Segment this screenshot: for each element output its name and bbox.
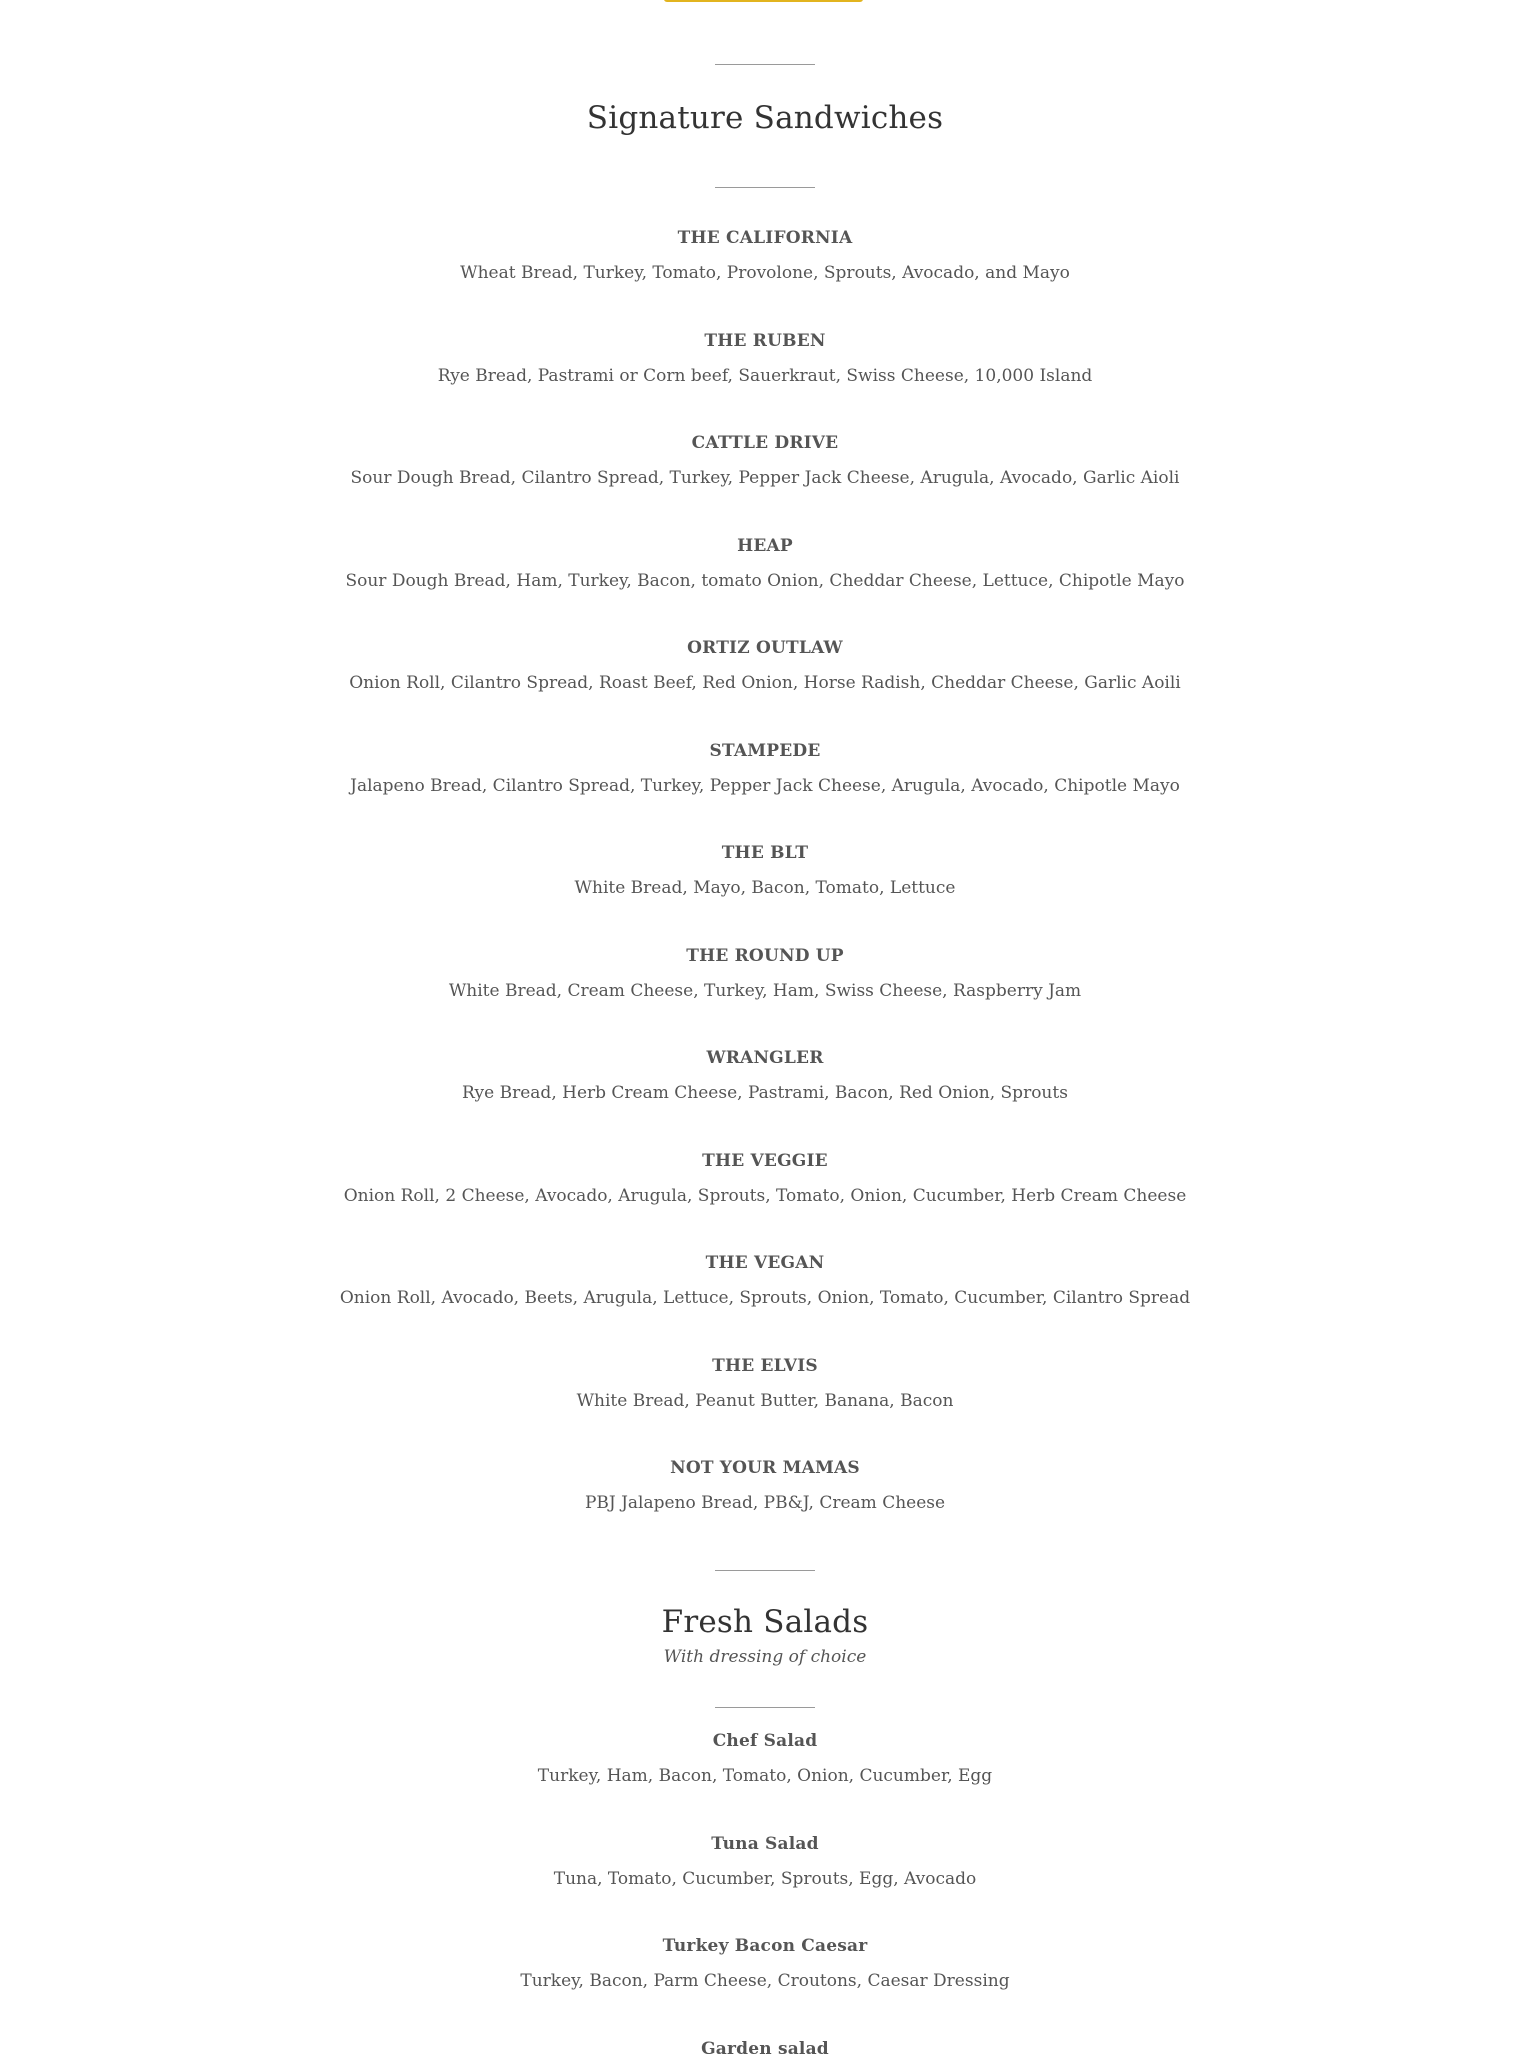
menu-item-name: Turkey Bacon Caesar [662, 1936, 868, 1956]
menu-item-name: THE ROUND UP [686, 946, 844, 966]
menu-item-description: Onion Roll, 2 Cheese, Avocado, Arugula, Sprouts, Tomato, Onion, Cucumber, Herb Cream Cheese [343, 1186, 1187, 1206]
menu-item-description: Turkey, Bacon, Parm Cheese, Croutons, Caesar Dressing [520, 1971, 1010, 1991]
menu-item-description: Jalapeno Bread, Cilantro Spread, Turkey, Pepper Jack Cheese, Arugula, Avocado, Chipotle Mayo [350, 776, 1180, 796]
menu-item-name: ORTIZ OUTLAW [687, 638, 843, 658]
menu-item-description: Sour Dough Bread, Ham, Turkey, Bacon, tomato Onion, Cheddar Cheese, Lettuce, Chipotle Mayo [345, 571, 1185, 591]
menu-item-description: Onion Roll, Cilantro Spread, Roast Beef, Red Onion, Horse Radish, Cheddar Cheese, Garlic Aoili [349, 673, 1181, 693]
menu-item-description: Onion Roll, Avocado, Beets, Arugula, Lettuce, Sprouts, Onion, Tomato, Cucumber, Cilantro Spread [339, 1288, 1191, 1308]
menu-item-description: Sour Dough Bread, Cilantro Spread, Turkey, Pepper Jack Cheese, Arugula, Avocado, Garlic Aioli [350, 468, 1180, 488]
menu-item-name: THE VEGAN [705, 1253, 825, 1273]
section-divider-top [715, 64, 815, 65]
section-divider-top [715, 1570, 815, 1571]
menu-item-description: Turkey, Ham, Bacon, Tomato, Onion, Cucumber, Egg [537, 1766, 993, 1786]
menu-item-description: White Bread, Cream Cheese, Turkey, Ham, Swiss Cheese, Raspberry Jam [448, 981, 1082, 1001]
section-title-sandwiches: Signature Sandwiches [586, 100, 944, 136]
section-title-salads: Fresh Salads [661, 1604, 869, 1640]
menu-item-description: Wheat Bread, Turkey, Tomato, Provolone, Sprouts, Avocado, and Mayo [460, 263, 1070, 283]
menu-item-description: PBJ Jalapeno Bread, PB&J, Cream Cheese [584, 1493, 946, 1513]
menu-item-name: THE RUBEN [704, 331, 826, 351]
menu-item-name: THE VEGGIE [702, 1151, 828, 1171]
menu-item-name: Garden salad [701, 2039, 829, 2059]
menu-item-name: HEAP [737, 536, 793, 556]
menu-item-name: STAMPEDE [709, 741, 821, 761]
menu-item-name: THE CALIFORNIA [677, 228, 853, 248]
menu-item-name: Chef Salad [712, 1731, 818, 1751]
section-divider-bottom [715, 187, 815, 188]
top-button-bottom-edge[interactable] [664, 0, 863, 2]
section-subtitle-salads: With dressing of choice [663, 1647, 867, 1667]
menu-item-name: THE BLT [721, 843, 809, 863]
menu-item-description: White Bread, Peanut Butter, Banana, Bacon [576, 1391, 954, 1411]
menu-item-name: WRANGLER [706, 1048, 824, 1068]
section-divider-bottom [715, 1707, 815, 1708]
menu-item-name: THE ELVIS [712, 1356, 818, 1376]
menu-item-name: CATTLE DRIVE [691, 433, 839, 453]
menu-item-description: White Bread, Mayo, Bacon, Tomato, Lettuce [574, 878, 956, 898]
menu-item-description: Tuna, Tomato, Cucumber, Sprouts, Egg, Avocado [553, 1869, 977, 1889]
menu-item-description: Rye Bread, Herb Cream Cheese, Pastrami, Bacon, Red Onion, Sprouts [462, 1083, 1068, 1103]
menu-item-name: NOT YOUR MAMAS [670, 1458, 860, 1478]
menu-item-name: Tuna Salad [711, 1834, 819, 1854]
menu-item-description: Rye Bread, Pastrami or Corn beef, Sauerkraut, Swiss Cheese, 10,000 Island [437, 366, 1093, 386]
